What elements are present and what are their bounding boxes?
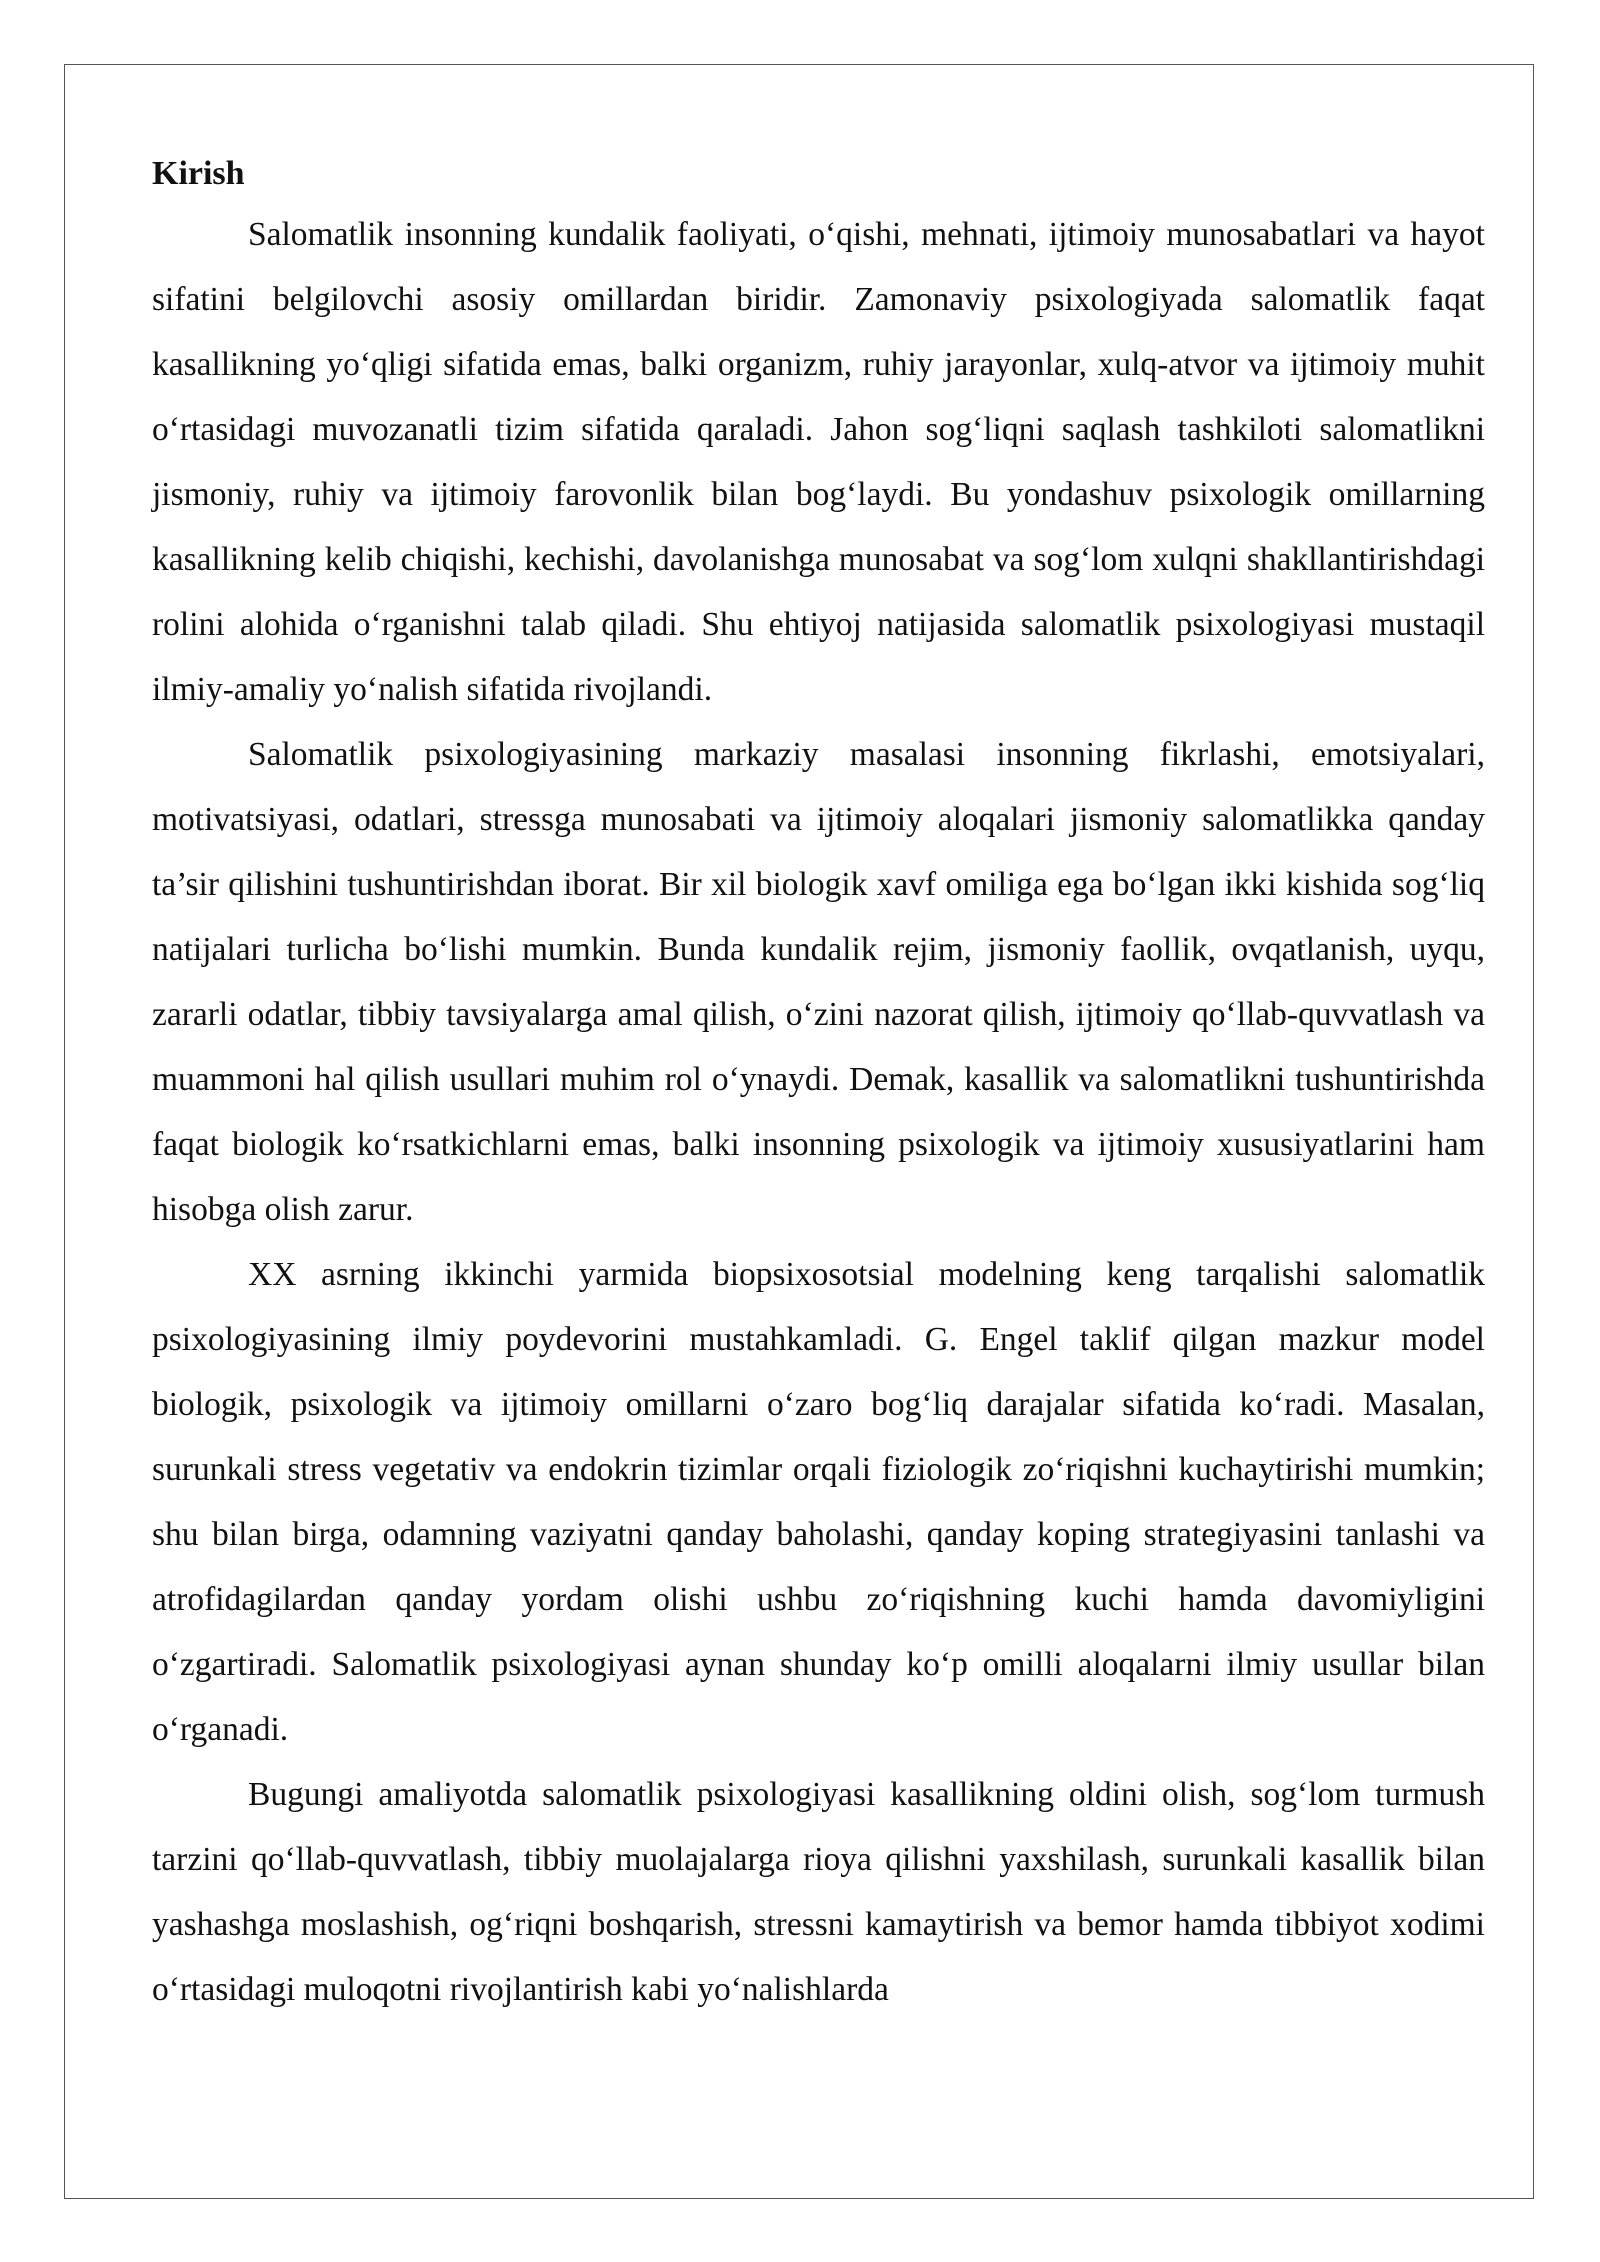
paragraph-1: Salomatlik insonning kundalik faoliyati, o‘qishi, mehnati, ijtimoiy munosabatlari va hayot sifatini belgilovchi asosiy omillardan biridir. Zamonaviy psixologiyada salomatlik faqat kasallikning yo‘qligi sifatida emas, balki organizm, ruhiy jarayonlar, xulq-atvor va ijtimoiy muhit o‘rtasidagi muvozanatli tizim sifatida qaraladi. Jahon sog‘liqni saqlash tashkiloti salomatlikni jismoniy, ruhiy va ijtimoiy farovonlik bilan bog‘laydi. Bu yondashuv psixologik omillarning kasallikning kelib chiqishi, kechishi, davolanishga munosabat va sog‘lom xulqni shakllantirishdagi rolini alohida o‘rganishni talab qiladi. Shu ehtiyoj natijasida salomatlik psixologiyasi mustaqil ilmiy-amaliy yo‘nalish sifatida rivojlandi.	[152, 216, 1485, 708]
paragraph-3: XX asrning ikkinchi yarmida biopsixosotsial modelning keng tarqalishi salomatlik psixologiyasining ilmiy poydevorini mustahkamladi. G. Engel taklif qilgan mazkur model biologik, psixologik va ijtimoiy omillarni o‘zaro bog‘liq darajalar sifatida ko‘radi. Masalan, surunkali stress vegetativ va endokrin tizimlar orqali fiziologik zo‘riqishni kuchaytirishi mumkin; shu bilan birga, odamning vaziyatni qanday baholashi, qanday koping strategiyasini tanlashi va atrofidagilardan qanday yordam olishi ushbu zo‘riqishning kuchi hamda davomiyligini o‘zgartiradi. Salomatlik psixologiyasi aynan shunday ko‘p omilli aloqalarni ilmiy usullar bilan o‘rganadi.	[152, 1256, 1485, 1748]
paragraph-2: Salomatlik psixologiyasining markaziy masalasi insonning fikrlashi, emotsiyalari, motivatsiyasi, odatlari, stressga munosabati va ijtimoiy aloqalari jismoniy salomatlikka qanday ta’sir qilishini tushuntirishdan iborat. Bir xil biologik xavf omiliga ega bo‘lgan ikki kishida sog‘liq natijalari turlicha bo‘lishi mumkin. Bunda kundalik rejim, jismoniy faollik, ovqatlanish, uyqu, zararli odatlar, tibbiy tavsiyalarga amal qilish, o‘zini nazorat qilish, ijtimoiy qo‘llab-quvvatlash va muammoni hal qilish usullari muhim rol o‘ynaydi. Demak, kasallik va salomatlikni tushuntirishda faqat biologik ko‘rsatkichlarni emas, balki insonning psixologik va ijtimoiy xususiyatlarini ham hisobga olish zarur.	[152, 736, 1485, 1228]
section-heading: Kirish	[152, 155, 245, 192]
document-body	[152, 150, 1485, 2022]
paragraph-4: Bugungi amaliyotda salomatlik psixologiyasi kasallikning oldini olish, sog‘lom turmush tarzini qo‘llab-quvvatlash, tibbiy muolajalarga rioya qilishni yaxshilash, surunkali kasallik bilan yashashga moslashish, og‘riqni boshqarish, stressni kamaytirish va bemor hamda tibbiyot xodimi o‘rtasidagi muloqotni rivojlantirish kabi yo‘nalishlarda	[152, 1776, 1485, 2008]
